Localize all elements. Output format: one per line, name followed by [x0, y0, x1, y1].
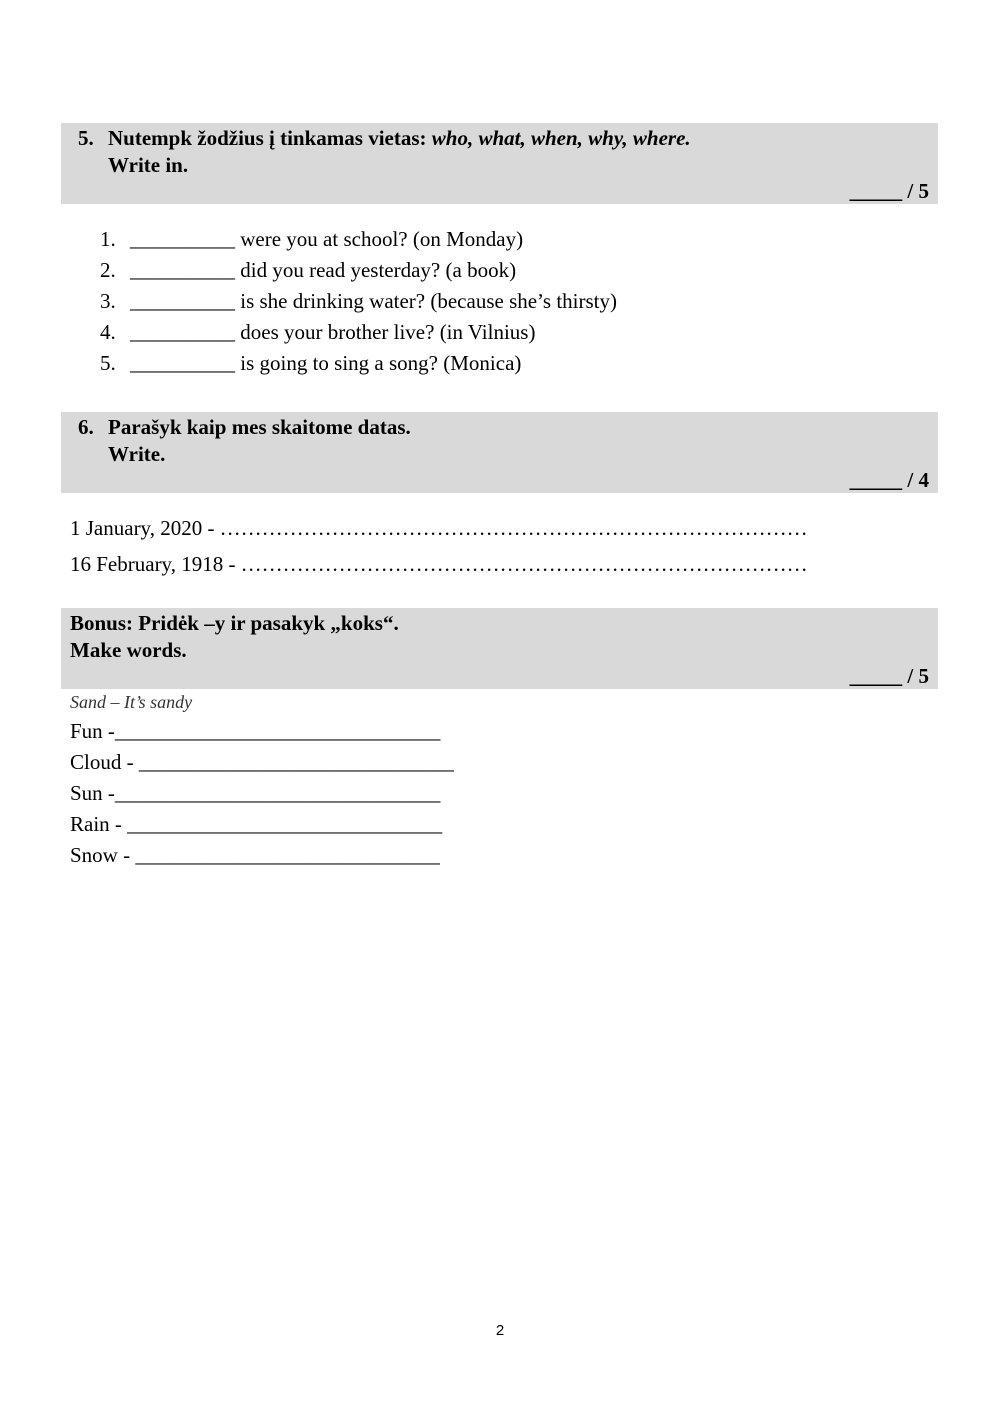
bonus-subtitle: Make words.: [70, 638, 187, 662]
question-text[interactable]: __________ were you at school? (on Monday): [130, 227, 524, 251]
section-6-subtitle: Write.: [108, 442, 166, 466]
word-line[interactable]: Sun -_______________________________: [70, 781, 441, 805]
word-line[interactable]: Rain - ______________________________: [70, 812, 443, 836]
section-6-title-text: Parašyk kaip mes skaitome datas.: [108, 415, 411, 439]
bonus-title: Bonus: Pridėk –y ir pasakyk „koks“.: [70, 611, 399, 635]
date-line[interactable]: 16 February, 1918 - ………………………………………………………………………: [70, 552, 808, 576]
word-line[interactable]: Cloud - ______________________________: [70, 750, 454, 774]
question-number: 1.: [100, 227, 116, 251]
section-5-number: 5.: [78, 126, 94, 150]
section-6-score: _____ / 4: [849, 468, 929, 492]
question-number: 5.: [100, 351, 116, 375]
question-text[interactable]: __________ is she drinking water? (because she’s thirsty): [130, 289, 617, 313]
date-line[interactable]: 1 January, 2020 - …………………………………………………………………………: [70, 516, 808, 540]
question-text[interactable]: __________ did you read yesterday? (a book): [130, 258, 517, 282]
question-text[interactable]: __________ is going to sing a song? (Monica): [130, 351, 522, 375]
bonus-header: [61, 608, 938, 689]
section-6-header: [61, 412, 938, 493]
bonus-example: Sand – It’s sandy: [70, 692, 193, 712]
page-number: 2: [495, 1322, 505, 1339]
section-6-number: 6.: [78, 415, 94, 439]
bonus-score: _____ / 5: [849, 664, 929, 688]
section-5-title: [78, 126, 691, 150]
question-text[interactable]: __________ does your brother live? (in Vilnius): [130, 320, 536, 344]
section-5-title-words: who, what, when, why, where.: [431, 126, 691, 150]
section-5-title-text: Nutempk žodžius į tinkamas vietas:: [108, 126, 432, 150]
question-number: 2.: [100, 258, 116, 282]
section-6-title: [78, 415, 411, 439]
word-line[interactable]: Fun -_______________________________: [70, 719, 441, 743]
question-number: 4.: [100, 320, 116, 344]
word-line[interactable]: Snow - _____________________________: [70, 843, 440, 867]
section-5-subtitle: Write in.: [108, 153, 189, 177]
section-5-header: [61, 123, 938, 204]
section-5-score: _____ / 5: [849, 179, 929, 203]
question-number: 3.: [100, 289, 116, 313]
